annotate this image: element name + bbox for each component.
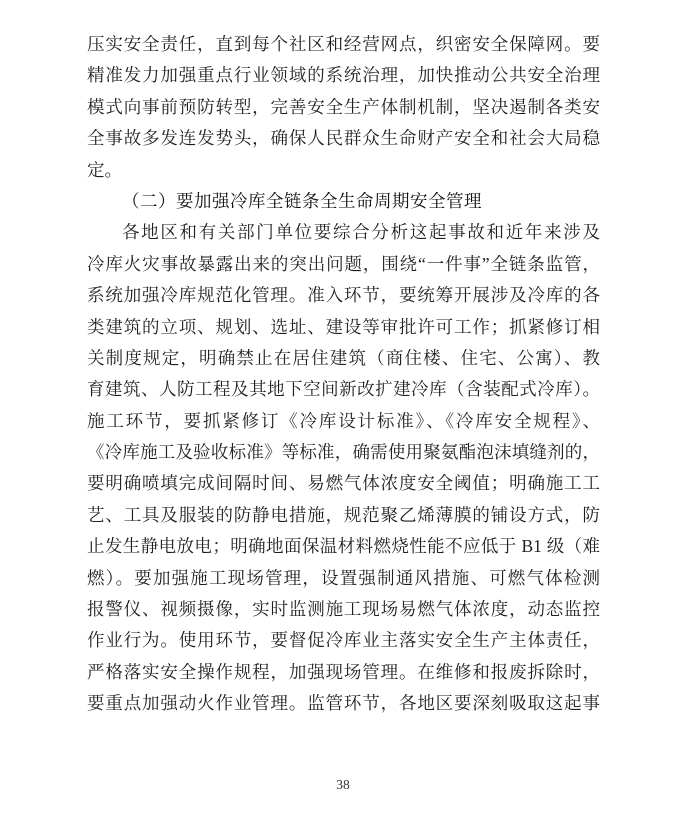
text-line: 冷库火灾事故暴露出来的突出问题，围绕“一件事”全链条监管，: [87, 253, 600, 274]
text-line: 系统加强冷库规范化管理。准入环节，要统筹开展涉及冷库的各: [87, 285, 600, 306]
text-line: 育建筑、人防工程及其地下空间新改扩建冷库（含装配式冷库）。: [87, 379, 600, 400]
text-line: 止发生静电放电；明确地面保温材料燃烧性能不应低于 B1 级（难: [87, 536, 600, 557]
text-line: 施工环节，要抓紧修订《冷库设计标准》、《冷库安全规程》、: [87, 410, 600, 431]
page-footer: [0, 776, 686, 794]
text-line: 压实安全责任，直到每个社区和经营网点，织密安全保障网。要: [87, 34, 600, 54]
text-line: 类建筑的立项、规划、选址、建设等审批许可工作；抓紧修订相: [87, 316, 600, 337]
text-line: 要重点加强动火作业管理。监管环节，各地区要深刻吸取这起事: [87, 693, 600, 714]
page-number: 38: [336, 777, 350, 792]
text-line: 报警仪、视频摄像，实时监测施工现场易燃气体浓度，动态监控: [87, 599, 600, 620]
text-line: 全事故多发连发势头，确保人民群众生命财产安全和社会大局稳: [87, 128, 600, 149]
text-line: 艺、工具及服装的防静电措施，规范聚乙烯薄膜的铺设方式，防: [87, 504, 600, 525]
text-line: 精准发力加强重点行业领域的系统治理，加快推动公共安全治理: [87, 65, 600, 86]
text-line: 要明确喷填完成间隔时间、易燃气体浓度安全阈值；明确施工工: [87, 473, 600, 494]
text-line: 关制度规定，明确禁止在居住建筑（商住楼、住宅、公寓）、教: [87, 347, 600, 368]
text-line: 燃）。要加强施工现场管理，设置强制通风措施、可燃气体检测: [87, 567, 600, 588]
text-line: 作业行为。使用环节，要督促冷库业主落实安全生产主体责任，: [87, 630, 600, 651]
section-heading: （二）要加强冷库全链条全生命周期安全管理: [122, 190, 482, 211]
text-line: 《冷库施工及验收标准》等标准，确需使用聚氨酯泡沫填缝剂的，: [87, 442, 600, 463]
text-line: 模式向事前预防转型，完善安全生产体制机制，坚决遏制各类安: [87, 96, 600, 117]
page-content: [87, 29, 600, 720]
text-line: 各地区和有关部门单位要综合分析这起事故和近年来涉及: [122, 222, 600, 243]
text-line: 定。: [87, 159, 122, 180]
text-line: 严格落实安全操作规程，加强现场管理。在维修和报废拆除时，: [87, 661, 600, 682]
